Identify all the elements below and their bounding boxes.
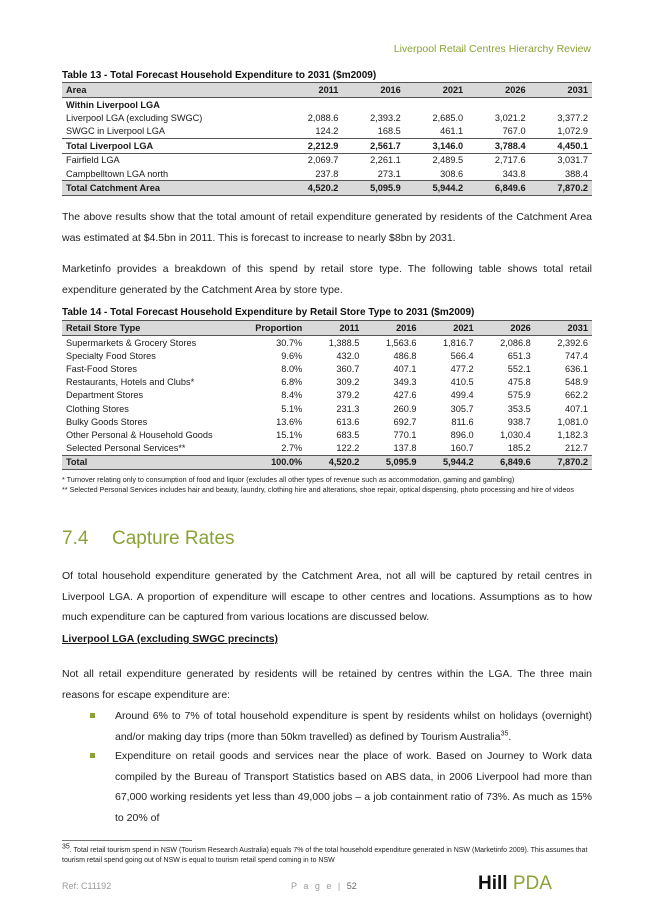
cell: 747.4 (565, 350, 588, 361)
cell (530, 98, 592, 112)
cell: 185.2 (507, 443, 531, 454)
cell: 2,393.2 (370, 113, 401, 124)
cell: 353.5 (507, 403, 531, 414)
cell: 2,086.8 (500, 337, 531, 348)
section-heading (62, 528, 235, 550)
row-label: Within Liverpool LGA (66, 99, 160, 110)
cell: 2,717.6 (494, 155, 526, 166)
cell: 349.3 (393, 377, 417, 388)
cell: 2,261.1 (370, 155, 401, 166)
cell: 6.8% (281, 377, 303, 388)
table-row-subtotal (62, 139, 592, 153)
cell: 8.0% (281, 363, 303, 374)
row-label: Fast-Food Stores (66, 363, 137, 374)
cell: 13.6% (276, 416, 303, 427)
cell: 461.1 (440, 126, 464, 137)
cell: 811.6 (451, 416, 474, 427)
table-row (62, 98, 592, 112)
paragraph: The above results show that the total amount of retail expenditure generated by residents of the Catchment Area was estimated at $4.5bn in 2011. This is forecast to increase to nearly $8bn by 2031. (62, 211, 592, 244)
table-row (62, 336, 592, 350)
cell (467, 98, 529, 112)
cell: 231.3 (336, 403, 360, 414)
table-note: * Turnover relating only to consumption of food and liquor (excludes all other types of revenue such as accommodation, gaming and gambling) (62, 475, 515, 484)
cell: 6,849.6 (467, 181, 529, 195)
cell: 477.2 (450, 363, 474, 374)
footnote-divider (62, 840, 192, 841)
cell: 575.9 (507, 390, 531, 401)
table-row (62, 389, 592, 402)
footnote (62, 843, 592, 866)
cell: 3,377.2 (557, 113, 588, 124)
cell: 308.6 (440, 168, 464, 179)
row-label: Bulky Goods Stores (66, 416, 148, 427)
cell: 305.7 (450, 403, 474, 414)
table-row-total (62, 455, 592, 469)
table-header-row (62, 83, 592, 98)
column-header: Retail Store Type (62, 321, 225, 336)
cell: 407.1 (393, 363, 417, 374)
column-header: 2026 (478, 321, 535, 336)
cell: 2,392.6 (557, 337, 588, 348)
bullet-tail: . (508, 730, 512, 743)
cell: 2,489.5 (432, 155, 464, 166)
cell: 122.2 (336, 443, 360, 454)
table-13 (62, 82, 592, 196)
brand-logo (478, 873, 552, 895)
table-13-caption: Table 13 - Total Forecast Household Expenditure to 2031 ($m2009) (62, 70, 377, 81)
table-header-row (62, 321, 592, 336)
footer-page (291, 881, 357, 891)
column-header: 2021 (405, 83, 467, 98)
cell: 1,072.9 (557, 126, 588, 137)
cell: 1,563.6 (385, 337, 417, 348)
table-row (62, 415, 592, 428)
cell: 260.9 (393, 403, 417, 414)
cell: 168.5 (377, 126, 401, 137)
cell: 7,870.2 (535, 455, 592, 469)
cell: 237.8 (315, 168, 339, 179)
cell: 379.2 (336, 390, 360, 401)
footnote-text: . Total retail tourism spend in NSW (Tourism Research Australia) equals 7% of the total household expenditure generated in NSW (Marketinfo 2009). This assumes that tourism retail spend going out of NSW is equal to tourism retail spend coming in to NSW (62, 847, 588, 864)
table-row (62, 125, 592, 139)
cell: 124.2 (315, 126, 339, 137)
cell: 137.8 (393, 443, 417, 454)
table-row (62, 442, 592, 456)
section-title: Capture Rates (112, 528, 235, 549)
brand-name-part2: PDA (507, 873, 552, 894)
section-number: 7.4 (62, 528, 89, 549)
page-label: P a g e | (291, 881, 343, 891)
cell: 432.0 (336, 350, 360, 361)
cell: 2,069.7 (307, 155, 339, 166)
cell: 548.9 (565, 377, 588, 388)
page-number: 52 (346, 881, 357, 891)
running-header: Liverpool Retail Centres Hierarchy Review (393, 43, 591, 55)
cell: 1,182.3 (557, 429, 588, 440)
cell: 309.2 (336, 377, 360, 388)
cell: 770.1 (393, 429, 417, 440)
bullet-text: Expenditure on retail goods and services near the place of work. Based on Journey to Work data compiled by the Bureau of Transport Statistics based on ABS data, in 2006 Liverpool had more than 67,000 working residents yet less than 49,000 jobs – a job containment ratio of 73%. As much as 15% to 20% of (115, 750, 592, 824)
row-label: Other Personal & Household Goods (66, 429, 213, 440)
column-header: 2026 (467, 83, 529, 98)
column-header: 2021 (421, 321, 478, 336)
footer-reference: Ref: C11192 (62, 881, 112, 891)
cell: 1,081.0 (557, 416, 588, 427)
row-label: Total Liverpool LGA (62, 139, 280, 153)
column-header: 2031 (535, 321, 592, 336)
cell: 3,021.2 (494, 113, 526, 124)
row-label: Fairfield LGA (66, 155, 120, 166)
paragraph: Not all retail expenditure generated by residents will be retained by centres within the LGA. The three main reasons for escape expenditure are: (62, 668, 592, 701)
table-14-caption: Table 14 - Total Forecast Household Expenditure by Retail Store Type to 2031 ($m2009) (62, 307, 475, 318)
cell: 4,450.1 (530, 139, 592, 153)
table-row (62, 111, 592, 124)
bullet-text: Around 6% to 7% of total household expenditure is spent by residents whilst on holidays (overnight) and/or making day trips (more than 50km travelled) as defined by Tourism Australia (115, 710, 592, 743)
cell (280, 98, 342, 112)
cell: 683.5 (336, 429, 360, 440)
table-14 (62, 320, 592, 470)
brand-name-part1: Hill (478, 873, 508, 894)
cell: 4,520.2 (306, 455, 363, 469)
cell: 5,095.9 (342, 181, 404, 195)
paragraph: Of total household expenditure generated by the Catchment Area, not all will be captured by retail centres in Liverpool LGA. A proportion of expenditure will escape to other centres and locations. Assumptions as to how much expenditure can be captured from various locations are discussed below. (62, 570, 592, 623)
cell: 5,944.2 (405, 181, 467, 195)
table-row (62, 402, 592, 415)
cell (342, 98, 404, 112)
cell: 30.7% (276, 337, 303, 348)
cell: 938.7 (507, 416, 531, 427)
row-label: Specialty Food Stores (66, 350, 156, 361)
cell: 5,095.9 (363, 455, 420, 469)
cell: 3,146.0 (405, 139, 467, 153)
bullet-square-icon (90, 753, 95, 758)
cell: 3,031.7 (557, 155, 588, 166)
cell: 343.8 (502, 168, 526, 179)
bullet-square-icon (90, 713, 95, 718)
cell: 3,788.4 (467, 139, 529, 153)
row-label: Supermarkets & Grocery Stores (66, 337, 197, 348)
column-header: 2011 (306, 321, 363, 336)
cell: 9.6% (281, 350, 303, 361)
row-label: Restaurants, Hotels and Clubs* (66, 377, 195, 388)
cell: 407.1 (565, 403, 588, 414)
paragraph: Marketinfo provides a breakdown of this spend by retail store type. The following table shows total retail expenditure generated by the Catchment Area by store type. (62, 263, 592, 296)
column-header: Proportion (225, 321, 306, 336)
cell: 2,685.0 (432, 113, 464, 124)
list-item (90, 746, 592, 828)
cell: 1,816.7 (443, 337, 474, 348)
table-row (62, 167, 592, 181)
table-note: ** Selected Personal Services includes hair and beauty, laundry, clothing hire and alterations, shoe repair, optical dispensing, photo processing and hire of videos (62, 484, 574, 494)
column-header: 2016 (342, 83, 404, 98)
cell: 4,520.2 (280, 181, 342, 195)
column-header: Area (62, 83, 280, 98)
table-14-notes (62, 475, 592, 494)
cell: 100.0% (225, 455, 306, 469)
cell: 160.7 (450, 443, 474, 454)
cell: 896.0 (450, 429, 474, 440)
cell: 273.1 (377, 168, 401, 179)
cell (405, 98, 467, 112)
cell: 651.3 (507, 350, 531, 361)
row-label: Clothing Stores (66, 403, 129, 414)
footnote-number: 35 (62, 843, 70, 851)
footnote-ref[interactable]: 35 (500, 730, 509, 737)
cell: 566.4 (450, 350, 474, 361)
cell: 2,212.9 (280, 139, 342, 153)
row-label: Liverpool LGA (excluding SWGC) (66, 113, 203, 124)
cell: 15.1% (276, 429, 303, 440)
cell: 767.0 (502, 126, 526, 137)
cell: 692.7 (393, 416, 417, 427)
column-header: 2011 (280, 83, 342, 98)
cell: 552.1 (507, 363, 531, 374)
cell: 475.8 (507, 377, 531, 388)
cell: 1,030.4 (500, 429, 531, 440)
bullet-list (90, 746, 592, 828)
row-label: Department Stores (66, 390, 144, 401)
cell: 499.4 (450, 390, 474, 401)
table-row (62, 349, 592, 362)
cell: 662.2 (565, 390, 588, 401)
cell: 486.8 (393, 350, 417, 361)
table-row-total (62, 181, 592, 195)
cell: 6,849.6 (478, 455, 535, 469)
cell: 2,561.7 (342, 139, 404, 153)
table-row (62, 153, 592, 167)
cell: 410.5 (450, 377, 474, 388)
column-header: 2016 (363, 321, 420, 336)
bullet-list (90, 706, 592, 747)
cell: 2.7% (281, 443, 303, 454)
cell: 5.1% (281, 403, 303, 414)
row-label: Total Catchment Area (62, 181, 280, 195)
row-label: Total (62, 455, 225, 469)
cell: 427.6 (393, 390, 417, 401)
cell: 7,870.2 (530, 181, 592, 195)
column-header: 2031 (530, 83, 592, 98)
cell: 613.6 (336, 416, 360, 427)
table-row (62, 362, 592, 375)
cell: 5,944.2 (421, 455, 478, 469)
cell: 636.1 (565, 363, 588, 374)
subheading: Liverpool LGA (excluding SWGC precincts) (62, 633, 279, 645)
row-label: SWGC in Liverpool LGA (66, 126, 166, 137)
cell: 388.4 (565, 168, 588, 179)
cell: 1,388.5 (328, 337, 360, 348)
cell: 212.7 (565, 443, 588, 454)
cell: 2,088.6 (307, 113, 339, 124)
cell: 360.7 (336, 363, 360, 374)
row-label: Campbelltown LGA north (66, 168, 169, 179)
row-label: Selected Personal Services** (66, 443, 186, 454)
cell: 8.4% (281, 390, 303, 401)
list-item (90, 706, 592, 747)
table-row (62, 376, 592, 389)
table-row (62, 428, 592, 441)
